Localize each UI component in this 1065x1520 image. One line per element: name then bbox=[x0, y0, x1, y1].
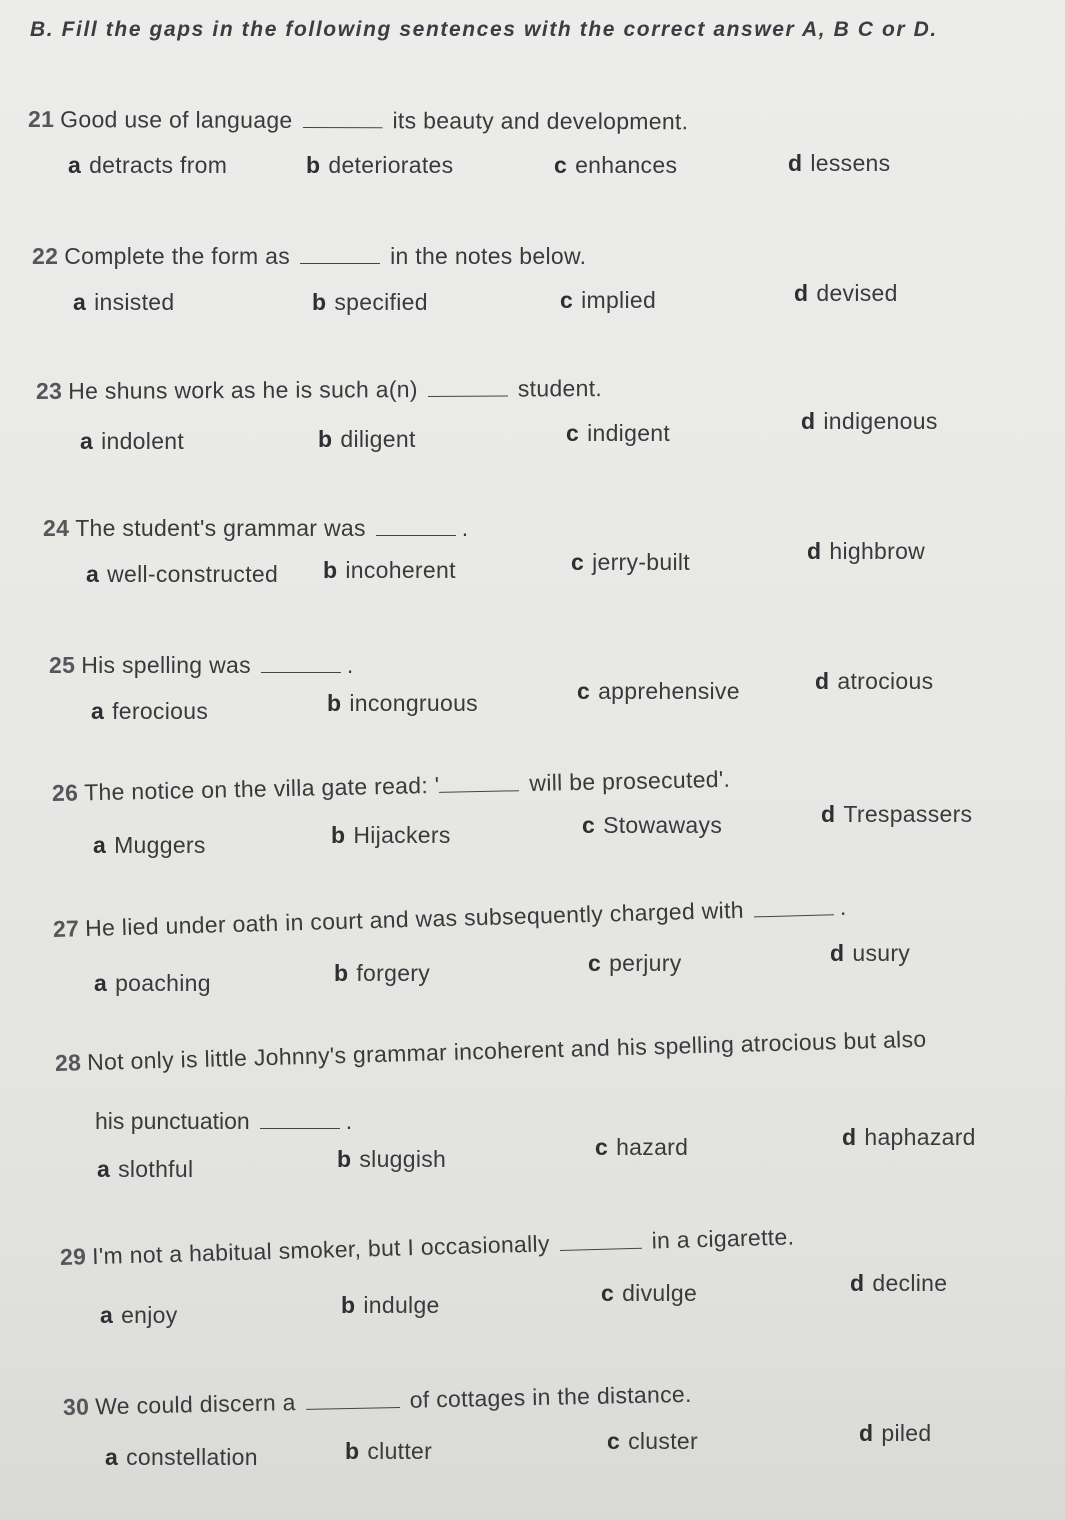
answer-blank bbox=[428, 395, 508, 397]
question-number: 24 bbox=[43, 515, 70, 541]
stem-text-after: . bbox=[346, 652, 354, 678]
option-text: haphazard bbox=[864, 1124, 976, 1150]
option-letter: a bbox=[105, 1444, 119, 1470]
question-stem bbox=[63, 1381, 692, 1421]
stem-text-after: in a cigarette. bbox=[651, 1223, 795, 1254]
option-letter: b bbox=[323, 557, 338, 583]
option-d bbox=[788, 150, 890, 177]
option-d bbox=[850, 1270, 947, 1297]
stem-text-before: He shuns work as he is such a(n) bbox=[68, 376, 418, 404]
option-text: Muggers bbox=[114, 832, 206, 858]
option-a bbox=[68, 152, 227, 179]
option-letter: c bbox=[577, 678, 591, 704]
question-stem bbox=[36, 375, 602, 405]
option-text: cluster bbox=[628, 1428, 698, 1454]
option-letter: b bbox=[341, 1292, 356, 1318]
option-letter: b bbox=[345, 1438, 360, 1464]
stem-text-line-2: his punctuation bbox=[95, 1108, 250, 1134]
question-number: 28 bbox=[54, 1049, 82, 1076]
option-c bbox=[607, 1428, 698, 1455]
option-letter: b bbox=[327, 690, 342, 716]
option-b bbox=[327, 690, 478, 717]
option-letter: a bbox=[93, 832, 107, 858]
stem-text-after: . bbox=[839, 893, 847, 921]
option-a bbox=[80, 428, 184, 455]
option-text: decline bbox=[872, 1270, 948, 1296]
option-text: devised bbox=[816, 280, 898, 306]
option-letter: c bbox=[588, 950, 602, 976]
option-d bbox=[859, 1420, 931, 1447]
option-text: hazard bbox=[616, 1134, 689, 1160]
question-stem bbox=[55, 1026, 927, 1077]
answer-blank bbox=[376, 534, 456, 536]
option-letter: d bbox=[788, 150, 803, 176]
option-letter: a bbox=[80, 428, 94, 454]
question-24 bbox=[0, 515, 1065, 625]
option-letter: a bbox=[86, 561, 100, 587]
option-a bbox=[100, 1302, 178, 1329]
option-letter: b bbox=[337, 1146, 352, 1172]
option-text: incongruous bbox=[349, 690, 478, 716]
option-letter: c bbox=[595, 1134, 609, 1160]
question-29 bbox=[0, 1224, 1065, 1334]
option-text: lessens bbox=[810, 150, 891, 176]
question-30 bbox=[0, 1378, 1065, 1488]
option-d bbox=[807, 538, 925, 565]
option-text: forgery bbox=[356, 960, 431, 986]
stem-text-before: The student's grammar was bbox=[75, 515, 366, 541]
option-text: Stowaways bbox=[603, 812, 723, 838]
question-28 bbox=[0, 1025, 1065, 1190]
option-b bbox=[306, 152, 453, 179]
option-b bbox=[331, 822, 451, 849]
stem-text-after: in the notes below. bbox=[390, 243, 587, 269]
stem-text-after: its beauty and development. bbox=[392, 107, 689, 135]
option-b bbox=[318, 426, 416, 453]
option-text: insisted bbox=[94, 289, 175, 315]
option-letter: c bbox=[607, 1428, 621, 1454]
option-text: poaching bbox=[115, 970, 211, 996]
option-d bbox=[842, 1124, 976, 1151]
option-letter: d bbox=[801, 408, 816, 434]
option-a bbox=[73, 289, 174, 316]
option-text: perjury bbox=[609, 950, 682, 976]
answer-blank bbox=[754, 913, 834, 917]
option-text: atrocious bbox=[837, 668, 934, 694]
option-c bbox=[588, 950, 682, 977]
option-c bbox=[554, 152, 677, 179]
option-letter: b bbox=[331, 822, 346, 848]
question-number: 26 bbox=[51, 779, 79, 806]
option-c bbox=[582, 812, 722, 839]
question-number: 21 bbox=[27, 106, 55, 133]
option-letter: c bbox=[554, 152, 568, 178]
option-c bbox=[566, 420, 670, 447]
option-letter: c bbox=[571, 549, 585, 575]
question-23 bbox=[0, 375, 1065, 488]
question-stem bbox=[32, 243, 586, 270]
question-stem bbox=[49, 652, 354, 679]
option-letter: d bbox=[859, 1420, 874, 1446]
stem-text-before: The notice on the villa gate read: ' bbox=[83, 771, 440, 806]
stem-text-before: Not only is little Johnny's grammar incoherent and his spelling atrocious but also bbox=[86, 1025, 927, 1076]
option-c bbox=[571, 549, 690, 576]
option-text: indigenous bbox=[823, 408, 938, 434]
option-letter: d bbox=[794, 280, 809, 306]
question-27 bbox=[0, 893, 1065, 1012]
option-b bbox=[337, 1146, 446, 1173]
option-c bbox=[595, 1134, 688, 1161]
question-stem-line-2 bbox=[95, 1108, 352, 1135]
stem-text-after: . bbox=[461, 515, 469, 541]
question-stem bbox=[28, 106, 688, 135]
option-text: indulge bbox=[363, 1292, 440, 1318]
option-a bbox=[93, 832, 206, 859]
option-d bbox=[821, 801, 972, 828]
question-number: 27 bbox=[52, 915, 80, 942]
option-letter: b bbox=[312, 289, 327, 315]
question-21 bbox=[0, 106, 1065, 216]
answer-blank bbox=[560, 1247, 642, 1251]
option-text: diligent bbox=[340, 426, 416, 452]
stem-text-after: will be prosecuted'. bbox=[529, 765, 731, 796]
option-c bbox=[577, 678, 740, 705]
question-number: 29 bbox=[59, 1243, 87, 1270]
answer-blank bbox=[300, 262, 380, 264]
option-text: enhances bbox=[575, 152, 678, 178]
question-number: 23 bbox=[35, 377, 63, 404]
option-letter: d bbox=[850, 1270, 865, 1296]
stem-text-before: Complete the form as bbox=[64, 243, 291, 269]
option-text: incoherent bbox=[345, 557, 456, 583]
option-text: enjoy bbox=[121, 1302, 178, 1328]
option-text: indolent bbox=[101, 428, 185, 454]
option-a bbox=[97, 1156, 193, 1183]
option-text: detracts from bbox=[89, 152, 228, 178]
option-text: slothful bbox=[118, 1156, 194, 1182]
option-letter: b bbox=[306, 152, 321, 178]
option-letter: b bbox=[334, 960, 349, 986]
option-a bbox=[86, 561, 278, 588]
option-d bbox=[794, 280, 898, 307]
option-text: divulge bbox=[622, 1280, 698, 1306]
option-text: Trespassers bbox=[843, 801, 973, 827]
option-letter: c bbox=[601, 1280, 615, 1306]
question-stem bbox=[43, 515, 468, 542]
option-letter: d bbox=[821, 801, 836, 827]
question-number: 22 bbox=[32, 243, 59, 269]
option-letter: c bbox=[560, 287, 574, 313]
question-25 bbox=[0, 652, 1065, 762]
option-text: piled bbox=[881, 1420, 932, 1446]
answer-blank bbox=[303, 126, 383, 128]
option-letter: d bbox=[830, 940, 845, 966]
option-text: jerry-built bbox=[592, 549, 690, 575]
option-d bbox=[830, 940, 910, 967]
option-letter: a bbox=[100, 1302, 114, 1328]
option-letter: b bbox=[318, 426, 333, 452]
option-b bbox=[345, 1438, 432, 1465]
section-heading: B. Fill the gaps in the following sentences with the correct answer A, B C or D. bbox=[30, 18, 938, 41]
option-b bbox=[341, 1292, 440, 1319]
option-letter: a bbox=[73, 289, 87, 315]
option-letter: d bbox=[815, 668, 830, 694]
question-stem bbox=[60, 1223, 795, 1270]
option-text: specified bbox=[334, 289, 428, 315]
option-text: ferocious bbox=[112, 698, 209, 724]
option-text: well-constructed bbox=[107, 561, 279, 587]
answer-blank bbox=[260, 1127, 340, 1129]
option-letter: a bbox=[68, 152, 82, 178]
option-text: clutter bbox=[367, 1438, 433, 1464]
option-text: usury bbox=[852, 940, 911, 966]
option-text: indigent bbox=[587, 420, 671, 446]
option-d bbox=[815, 668, 933, 695]
stem-text-before: Good use of language bbox=[60, 106, 293, 133]
option-letter: c bbox=[566, 420, 580, 446]
option-text: constellation bbox=[126, 1444, 258, 1470]
option-letter: a bbox=[94, 970, 108, 996]
question-26 bbox=[0, 765, 1065, 878]
option-letter: d bbox=[807, 538, 822, 564]
option-a bbox=[94, 970, 211, 997]
question-stem bbox=[52, 766, 731, 807]
option-letter: c bbox=[582, 812, 596, 838]
answer-blank bbox=[306, 1406, 400, 1410]
option-b bbox=[323, 557, 456, 584]
question-number: 30 bbox=[62, 1393, 90, 1420]
stem-text-before: He lied under oath in court and was subsequently charged with bbox=[84, 896, 745, 942]
option-c bbox=[560, 287, 656, 314]
option-c bbox=[601, 1280, 697, 1307]
option-b bbox=[334, 960, 430, 987]
option-text: apprehensive bbox=[598, 678, 740, 704]
stem-text-after: of cottages in the distance. bbox=[409, 1380, 692, 1413]
question-22 bbox=[0, 243, 1065, 353]
stem-text-after: student. bbox=[517, 375, 603, 402]
option-a bbox=[105, 1444, 258, 1471]
option-text: implied bbox=[581, 287, 657, 313]
option-a bbox=[91, 698, 208, 725]
option-letter: d bbox=[842, 1124, 857, 1150]
option-letter: a bbox=[91, 698, 105, 724]
stem-text-before: His spelling was bbox=[81, 652, 251, 678]
option-text: sluggish bbox=[359, 1146, 447, 1172]
question-stem bbox=[53, 894, 847, 943]
option-letter: a bbox=[97, 1156, 111, 1182]
answer-blank bbox=[261, 671, 341, 673]
question-number: 25 bbox=[49, 652, 76, 678]
stem-text-after: . bbox=[345, 1108, 353, 1134]
option-text: Hijackers bbox=[353, 822, 451, 848]
option-b bbox=[312, 289, 428, 316]
option-text: highbrow bbox=[829, 538, 926, 564]
stem-text-before: We could discern a bbox=[94, 1389, 296, 1420]
stem-text-before: I'm not a habitual smoker, but I occasionally bbox=[91, 1230, 551, 1270]
option-d bbox=[801, 408, 938, 435]
answer-blank bbox=[440, 789, 520, 793]
option-text: deteriorates bbox=[328, 152, 454, 178]
